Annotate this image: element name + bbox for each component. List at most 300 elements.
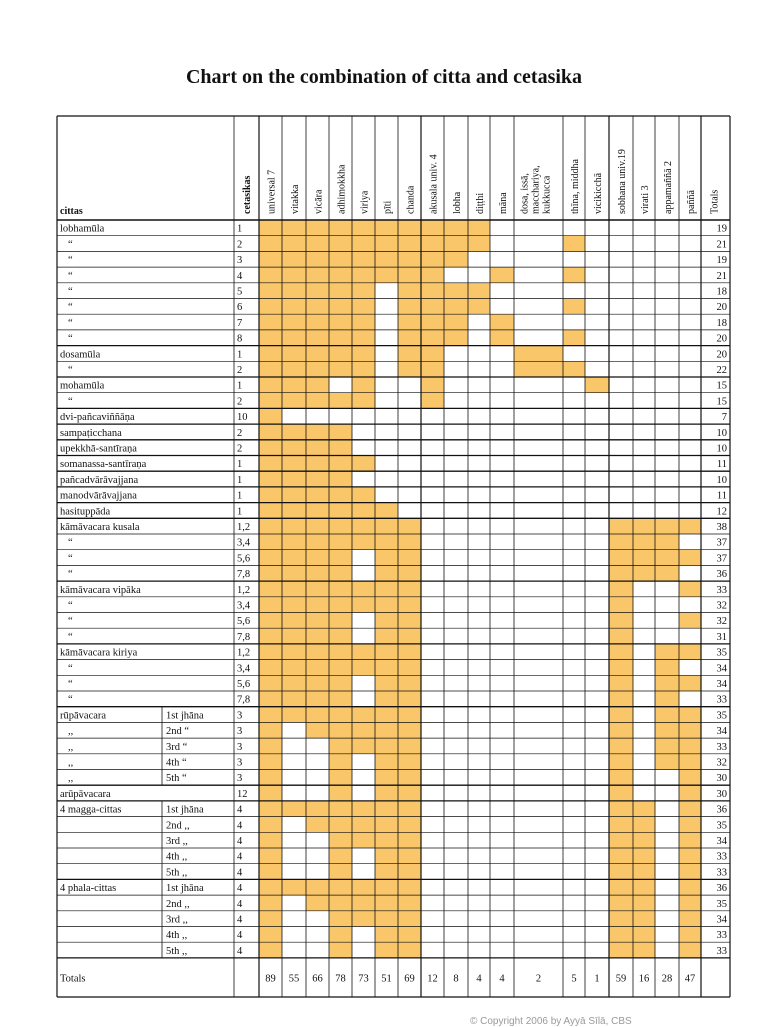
filled-cell xyxy=(398,801,421,817)
filled-cell xyxy=(306,675,329,691)
filled-cell xyxy=(259,848,282,864)
row-total: 34 xyxy=(716,836,727,847)
filled-cell xyxy=(259,534,282,550)
row-total: 22 xyxy=(716,365,727,376)
citta-count: 4 xyxy=(237,836,243,847)
citta-label: “ xyxy=(68,679,73,690)
filled-cell xyxy=(259,361,282,377)
filled-cell xyxy=(609,597,633,613)
citta-count: 5 xyxy=(237,286,243,298)
filled-cell xyxy=(329,346,352,362)
row-total: 34 xyxy=(716,663,727,675)
filled-cell xyxy=(329,236,352,252)
filled-cell xyxy=(282,707,306,723)
filled-cell xyxy=(282,691,306,707)
filled-cell xyxy=(398,942,421,958)
filled-cell xyxy=(352,267,375,283)
row-total: 33 xyxy=(716,930,727,942)
filled-cell xyxy=(585,377,609,393)
filled-cell xyxy=(679,879,701,895)
filled-cell xyxy=(329,220,352,236)
jhana-label: 5th ,, xyxy=(166,945,188,957)
filled-cell xyxy=(609,911,633,927)
filled-cell xyxy=(679,707,701,723)
filled-cell xyxy=(375,848,398,864)
column-header: vicikicchā xyxy=(593,172,604,214)
filled-cell xyxy=(444,251,468,267)
column-total: 59 xyxy=(615,973,627,985)
filled-cell xyxy=(282,267,306,283)
filled-cell xyxy=(444,314,468,330)
filled-cell xyxy=(259,299,282,315)
row-total: 34 xyxy=(716,726,727,738)
filled-cell xyxy=(398,660,421,676)
filled-cell xyxy=(609,879,633,895)
citta-count: 8 xyxy=(237,333,243,345)
filled-cell xyxy=(679,927,701,943)
filled-cell xyxy=(398,644,421,660)
filled-cell xyxy=(655,754,679,770)
filled-cell xyxy=(375,251,398,267)
citta-label: “ xyxy=(68,694,73,706)
filled-cell xyxy=(282,801,306,817)
citta-label: sampaṭicchana xyxy=(60,427,122,439)
citta-count: 1 xyxy=(237,474,243,486)
filled-cell xyxy=(563,361,585,377)
filled-cell xyxy=(306,722,329,738)
filled-cell xyxy=(329,299,352,315)
filled-cell xyxy=(679,911,701,927)
row-total: 30 xyxy=(716,773,727,785)
citta-count: 1,2 xyxy=(237,584,251,596)
filled-cell xyxy=(259,267,282,283)
row-total: 33 xyxy=(716,584,727,596)
citta-count: 4 xyxy=(237,851,243,863)
filled-cell xyxy=(259,660,282,676)
filled-cell xyxy=(609,534,633,550)
filled-cell xyxy=(633,864,655,880)
filled-cell xyxy=(282,675,306,691)
filled-cell xyxy=(655,534,679,550)
filled-cell xyxy=(609,801,633,817)
filled-cell xyxy=(259,785,282,801)
jhana-label: 3rd ,, xyxy=(166,836,188,847)
filled-cell xyxy=(563,299,585,315)
row-total: 34 xyxy=(716,679,727,690)
filled-cell xyxy=(352,393,375,409)
column-total: 1 xyxy=(594,973,600,985)
column-header: universal 7 xyxy=(266,169,278,214)
filled-cell xyxy=(352,597,375,613)
citta-count: 1 xyxy=(237,506,243,518)
row-total: 19 xyxy=(716,223,727,235)
jhana-label: 5th ,, xyxy=(166,867,188,879)
filled-cell xyxy=(398,864,421,880)
filled-cell xyxy=(375,597,398,613)
filled-cell xyxy=(679,518,701,534)
citta-label: “ xyxy=(68,239,73,251)
filled-cell xyxy=(282,220,306,236)
filled-cell xyxy=(375,613,398,629)
column-header: sobhana univ.19 xyxy=(617,149,628,214)
filled-cell xyxy=(329,267,352,283)
filled-cell xyxy=(329,471,352,487)
filled-cell xyxy=(375,581,398,597)
filled-cell xyxy=(563,330,585,346)
filled-cell xyxy=(352,895,375,911)
filled-cell xyxy=(398,848,421,864)
page-title: Chart on the combination of citta and cetasika xyxy=(185,66,583,88)
filled-cell xyxy=(329,801,352,817)
filled-cell xyxy=(329,817,352,833)
filled-cell xyxy=(259,456,282,472)
citta-label: mohamūla xyxy=(60,380,105,392)
filled-cell xyxy=(259,738,282,754)
filled-cell xyxy=(352,722,375,738)
citta-count: 3 xyxy=(237,773,243,785)
filled-cell xyxy=(375,236,398,252)
row-total: 21 xyxy=(716,270,727,282)
filled-cell xyxy=(259,832,282,848)
jhana-label: 2nd ,, xyxy=(166,820,190,832)
filled-cell xyxy=(329,503,352,519)
filled-cell xyxy=(444,220,468,236)
filled-cell xyxy=(398,785,421,801)
filled-cell xyxy=(655,675,679,691)
filled-cell xyxy=(375,534,398,550)
column-total: 28 xyxy=(661,973,673,985)
filled-cell xyxy=(679,817,701,833)
column-total: 55 xyxy=(288,973,300,985)
filled-cell xyxy=(306,283,329,299)
filled-cell xyxy=(282,236,306,252)
filled-cell xyxy=(306,471,329,487)
filled-cell xyxy=(352,817,375,833)
column-total: 89 xyxy=(265,973,276,985)
citta-label: lobhamūla xyxy=(60,223,105,235)
filled-cell xyxy=(306,440,329,456)
filled-cell xyxy=(282,550,306,566)
row-total: 32 xyxy=(716,600,727,612)
filled-cell xyxy=(563,267,585,283)
filled-cell xyxy=(329,628,352,644)
filled-cell xyxy=(398,879,421,895)
filled-cell xyxy=(282,251,306,267)
filled-cell xyxy=(398,738,421,754)
citta-count: 1,2 xyxy=(237,647,251,659)
row-total: 33 xyxy=(716,694,727,706)
filled-cell xyxy=(306,817,329,833)
filled-cell xyxy=(259,817,282,833)
citta-label: manodvārāvajjana xyxy=(60,490,137,502)
filled-cell xyxy=(609,565,633,581)
row-total: 33 xyxy=(716,867,727,879)
filled-cell xyxy=(306,628,329,644)
filled-cell xyxy=(306,597,329,613)
filled-cell xyxy=(352,456,375,472)
filled-cell xyxy=(375,722,398,738)
filled-cell xyxy=(375,644,398,660)
filled-cell xyxy=(679,675,701,691)
filled-cell xyxy=(398,628,421,644)
filled-cell xyxy=(306,613,329,629)
column-header: vitakka xyxy=(290,184,301,214)
filled-cell xyxy=(398,236,421,252)
filled-cell xyxy=(609,675,633,691)
citta-count: 5,6 xyxy=(237,679,251,690)
filled-cell xyxy=(398,597,421,613)
filled-cell xyxy=(375,565,398,581)
filled-cell xyxy=(633,817,655,833)
filled-cell xyxy=(609,581,633,597)
filled-cell xyxy=(655,738,679,754)
citta-label: “ xyxy=(68,631,73,643)
filled-cell xyxy=(352,220,375,236)
filled-cell xyxy=(655,707,679,723)
filled-cell xyxy=(329,675,352,691)
filled-cell xyxy=(329,942,352,958)
filled-cell xyxy=(306,691,329,707)
filled-cell xyxy=(352,361,375,377)
column-header: pīti xyxy=(382,200,394,214)
filled-cell xyxy=(398,534,421,550)
citta-label: somanassa-santīraṇa xyxy=(60,459,147,471)
filled-cell xyxy=(375,817,398,833)
row-total: 32 xyxy=(716,757,727,769)
filled-cell xyxy=(609,722,633,738)
row-total: 18 xyxy=(716,286,727,298)
citta-count: 4 xyxy=(237,804,243,816)
row-total: 31 xyxy=(716,631,727,643)
filled-cell xyxy=(306,581,329,597)
copyright-notice: © Copyright 2006 by Ayyā Sīlā, CBS xyxy=(470,1016,632,1027)
citta-label: arūpāvacara xyxy=(60,788,111,800)
filled-cell xyxy=(306,456,329,472)
filled-cell xyxy=(468,236,490,252)
filled-cell xyxy=(609,770,633,786)
citta-count: 1 xyxy=(237,459,243,471)
filled-cell xyxy=(352,660,375,676)
filled-cell xyxy=(282,518,306,534)
filled-cell xyxy=(259,518,282,534)
filled-cell xyxy=(421,377,444,393)
filled-cell xyxy=(259,471,282,487)
filled-cell xyxy=(329,691,352,707)
citta-count: 3 xyxy=(237,741,243,753)
column-header: māna xyxy=(498,192,509,214)
column-header: adhimokkha xyxy=(336,164,348,214)
citta-label: “ xyxy=(68,537,73,549)
column-total: 78 xyxy=(335,973,346,985)
citta-label: “ xyxy=(68,569,73,581)
row-total: 20 xyxy=(716,302,727,314)
filled-cell xyxy=(306,801,329,817)
filled-cell xyxy=(633,895,655,911)
filled-cell xyxy=(259,942,282,958)
citta-label: “ xyxy=(68,333,73,345)
filled-cell xyxy=(679,581,701,597)
citta-count: 1 xyxy=(237,349,243,361)
filled-cell xyxy=(655,565,679,581)
jhana-label: 1st jhāna xyxy=(166,804,204,816)
filled-cell xyxy=(633,518,655,534)
filled-cell xyxy=(259,722,282,738)
filled-cell xyxy=(306,534,329,550)
row-total: 21 xyxy=(716,239,727,251)
filled-cell xyxy=(421,330,444,346)
filled-cell xyxy=(398,346,421,362)
row-total: 33 xyxy=(716,945,727,957)
filled-cell xyxy=(352,832,375,848)
filled-cell xyxy=(306,644,329,660)
citta-count: 3 xyxy=(237,757,243,769)
column-total: 4 xyxy=(499,973,505,985)
filled-cell xyxy=(679,864,701,880)
citta-label: “ xyxy=(68,286,73,298)
filled-cell xyxy=(259,377,282,393)
citta-label: “ xyxy=(68,600,73,612)
jhana-label: 2nd “ xyxy=(166,726,190,738)
row-total: 36 xyxy=(716,569,727,581)
filled-cell xyxy=(259,236,282,252)
filled-cell xyxy=(398,927,421,943)
citta-label: pañcadvārāvajjana xyxy=(60,474,139,486)
citta-label: “ xyxy=(68,302,73,314)
filled-cell xyxy=(609,691,633,707)
filled-cell xyxy=(375,911,398,927)
filled-cell xyxy=(633,942,655,958)
filled-cell xyxy=(329,770,352,786)
filled-cell xyxy=(398,518,421,534)
filled-cell xyxy=(352,518,375,534)
filled-cell xyxy=(329,361,352,377)
filled-cell xyxy=(282,613,306,629)
citta-count: 12 xyxy=(237,788,248,800)
row-total: 37 xyxy=(716,537,727,549)
filled-cell xyxy=(259,895,282,911)
filled-cell xyxy=(352,879,375,895)
row-total: 32 xyxy=(716,616,727,628)
row-total: 20 xyxy=(716,333,727,345)
filled-cell xyxy=(306,424,329,440)
filled-cell xyxy=(609,754,633,770)
citta-label: “ xyxy=(68,553,73,565)
row-total: 12 xyxy=(716,506,727,518)
filled-cell xyxy=(352,330,375,346)
row-total: 35 xyxy=(716,898,727,910)
filled-cell xyxy=(306,267,329,283)
column-header: viriya xyxy=(359,190,371,214)
filled-cell xyxy=(655,518,679,534)
column-total: 16 xyxy=(638,973,650,985)
filled-cell xyxy=(679,754,701,770)
filled-cell xyxy=(609,738,633,754)
filled-cell xyxy=(282,581,306,597)
filled-cell xyxy=(375,628,398,644)
filled-cell xyxy=(352,236,375,252)
filled-cell xyxy=(352,377,375,393)
citta-label: ,, xyxy=(68,726,74,738)
filled-cell xyxy=(655,660,679,676)
column-total: 5 xyxy=(571,973,577,985)
filled-cell xyxy=(679,550,701,566)
column-total: 51 xyxy=(381,973,392,985)
filled-cell xyxy=(306,565,329,581)
filled-cell xyxy=(679,832,701,848)
filled-cell xyxy=(329,644,352,660)
filled-cell xyxy=(490,330,514,346)
filled-cell xyxy=(259,770,282,786)
row-total: 36 xyxy=(716,804,727,816)
row-total: 15 xyxy=(716,380,727,392)
filled-cell xyxy=(306,346,329,362)
row-total: 35 xyxy=(716,647,727,659)
citta-count: 7,8 xyxy=(237,569,251,581)
filled-cell xyxy=(468,299,490,315)
filled-cell xyxy=(329,848,352,864)
citta-count: 5,6 xyxy=(237,553,251,565)
filled-cell xyxy=(259,879,282,895)
filled-cell xyxy=(679,801,701,817)
filled-cell xyxy=(633,832,655,848)
citta-count: 4 xyxy=(237,945,243,957)
citta-label: dosamūla xyxy=(60,349,101,361)
jhana-label: 4th “ xyxy=(166,757,187,769)
citta-count: 10 xyxy=(237,412,248,424)
filled-cell xyxy=(329,911,352,927)
filled-cell xyxy=(306,518,329,534)
citta-count: 4 xyxy=(237,914,243,926)
column-header: thīna, middha xyxy=(570,159,581,214)
column-header: diṭṭhi xyxy=(475,192,486,214)
filled-cell xyxy=(655,691,679,707)
filled-cell xyxy=(306,299,329,315)
filled-cell xyxy=(398,895,421,911)
filled-cell xyxy=(329,251,352,267)
jhana-label: 4th ,, xyxy=(166,930,188,942)
row-total: 33 xyxy=(716,851,727,863)
filled-cell xyxy=(259,440,282,456)
row-total: 19 xyxy=(716,255,727,267)
filled-cell xyxy=(259,644,282,660)
filled-cell xyxy=(259,346,282,362)
citta-count: 2 xyxy=(237,396,243,408)
filled-cell xyxy=(398,565,421,581)
filled-cell xyxy=(259,581,282,597)
column-total: 12 xyxy=(427,973,438,985)
filled-cell xyxy=(398,251,421,267)
filled-cell xyxy=(375,942,398,958)
citta-count: 3 xyxy=(237,255,243,267)
cetasikas-header: cetasikas xyxy=(242,175,253,214)
filled-cell xyxy=(259,911,282,927)
row-total: 37 xyxy=(716,553,727,565)
filled-cell xyxy=(609,927,633,943)
citta-count: 3,4 xyxy=(237,600,251,612)
citta-count: 3 xyxy=(237,726,243,738)
filled-cell xyxy=(633,801,655,817)
citta-count: 4 xyxy=(237,898,243,910)
filled-cell xyxy=(398,314,421,330)
filled-cell xyxy=(282,361,306,377)
citta-count: 2 xyxy=(237,365,243,376)
filled-cell xyxy=(352,283,375,299)
filled-cell xyxy=(375,707,398,723)
filled-cell xyxy=(398,330,421,346)
filled-cell xyxy=(375,895,398,911)
filled-cell xyxy=(421,361,444,377)
filled-cell xyxy=(329,550,352,566)
